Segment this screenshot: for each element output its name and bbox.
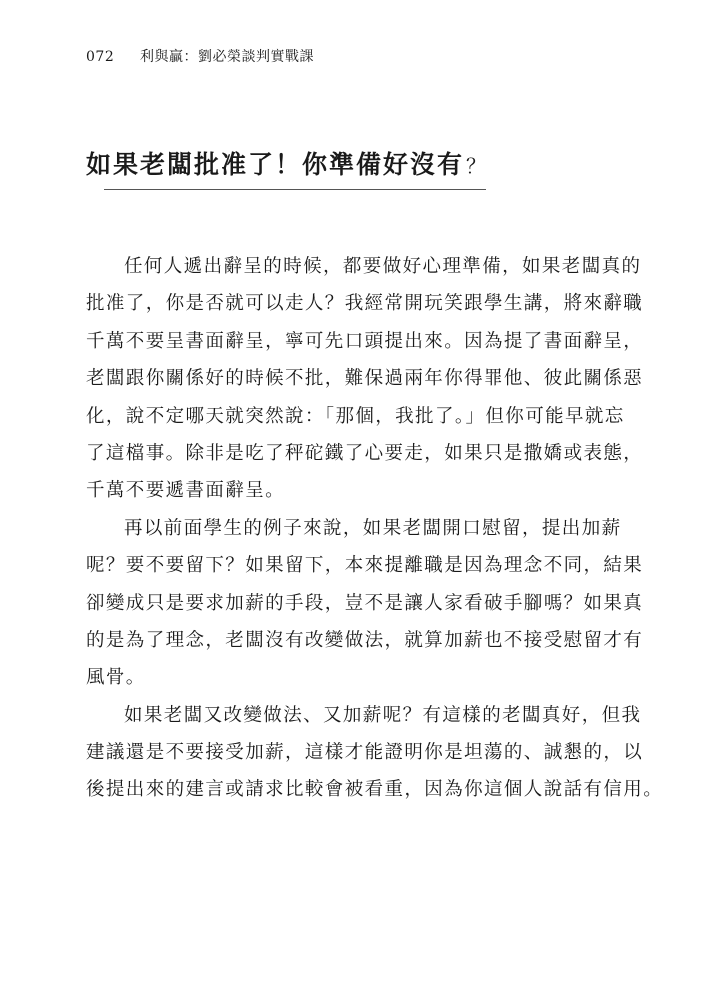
paragraph-line: 任何人遞出辭呈的時候，都要做好心理準備，如果老闆真的 bbox=[124, 256, 642, 277]
paragraph-line: 風骨。 bbox=[86, 667, 146, 689]
paragraph-line: 老闆跟你關係好的時候不批，難保過兩年你得罪他、彼此關係惡 bbox=[86, 368, 644, 390]
paragraph-line: 再以前面學生的例子來說，如果老闆開口慰留，提出加薪 bbox=[124, 517, 622, 539]
paragraph-line: 了這檔事。除非是吃了秤砣鐵了心要走，如果只是撒嬌或表態， bbox=[86, 442, 644, 464]
paragraph-line: 的是為了理念，老闆沒有改變做法，就算加薪也不接受慰留才有 bbox=[86, 629, 644, 651]
chapter-title-question-mark: ？ bbox=[466, 154, 489, 178]
paragraph-line: 千萬不要遞書面辭呈。 bbox=[86, 480, 286, 502]
paragraph-line: 如果老闆又改變做法、又加薪呢？有這樣的老闆真好，但我 bbox=[124, 704, 642, 726]
body-text bbox=[86, 248, 664, 809]
paragraph-line: 呢？要不要留下？如果留下，本來提離職是因為理念不同，結果 bbox=[86, 555, 644, 577]
paragraph-line: 後提出來的建言或請求比較會被看重，因為你這個人說話有信用。 bbox=[86, 779, 664, 801]
title-block bbox=[86, 148, 489, 183]
paragraph-line: 化，說不定哪天就突然說：「那個，我批了。」但你可能早就忘 bbox=[86, 405, 625, 427]
paragraph-line: 卻變成只是要求加薪的手段，豈不是讓人家看破手腳嗎？如果真 bbox=[86, 592, 644, 614]
book-title: 利與贏：劉必榮談判實戰課 bbox=[140, 49, 314, 65]
chapter-title bbox=[86, 148, 489, 183]
chapter-title-text: 如果老闆批准了！你準備好沒有 bbox=[86, 150, 465, 179]
paragraph-3 bbox=[86, 697, 664, 809]
paragraph-line: 千萬不要呈書面辭呈，寧可先口頭提出來。因為提了書面辭呈， bbox=[86, 330, 644, 352]
running-header bbox=[86, 46, 314, 66]
title-underline-rule bbox=[104, 189, 486, 190]
page-number: 072 bbox=[86, 49, 115, 65]
paragraph-1 bbox=[86, 248, 644, 510]
paragraph-line: 批准了，你是否就可以走人？我經常開玩笑跟學生講，將來辭職 bbox=[86, 293, 644, 315]
paragraph-2 bbox=[86, 510, 644, 697]
paragraph-line: 建議還是不要接受加薪，這樣才能證明你是坦蕩的、誠懇的，以 bbox=[86, 742, 644, 764]
